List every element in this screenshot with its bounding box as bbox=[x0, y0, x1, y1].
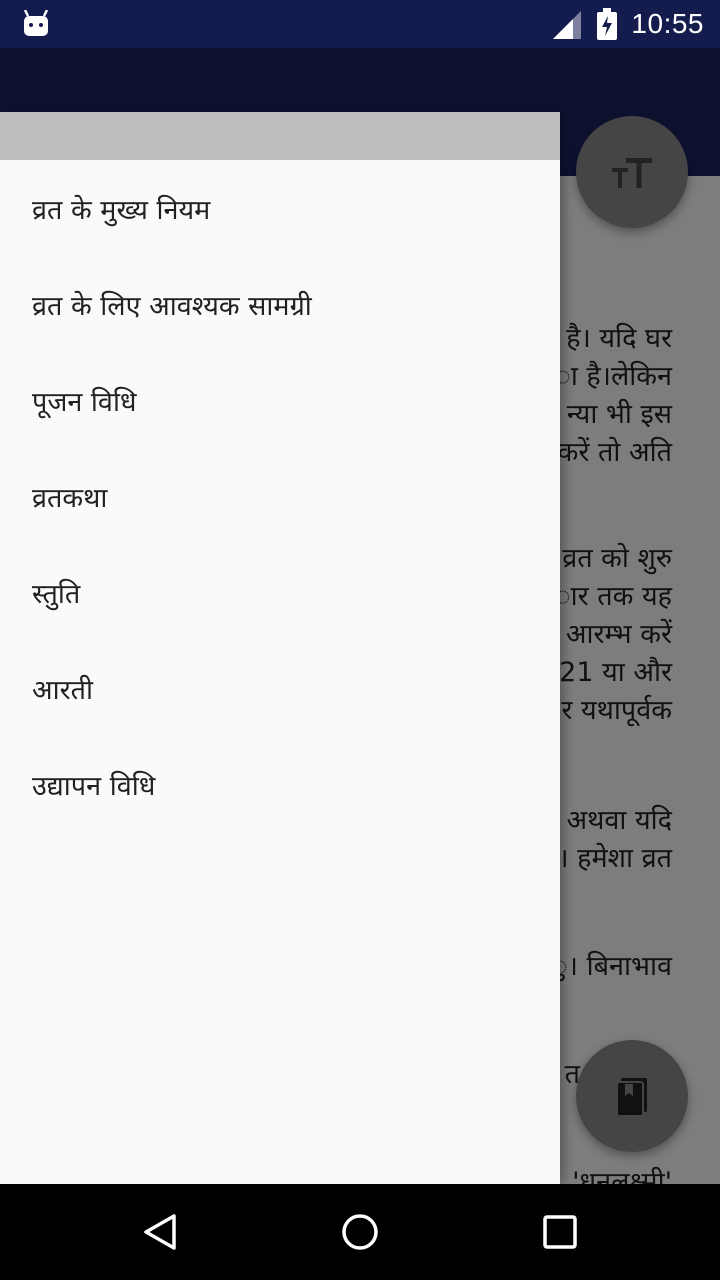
drawer-header bbox=[0, 112, 560, 160]
status-bar bbox=[0, 0, 720, 48]
recents-square-icon[interactable] bbox=[536, 1208, 584, 1256]
back-triangle-icon[interactable] bbox=[136, 1208, 184, 1256]
status-icons bbox=[551, 0, 704, 48]
clock: 10:55 bbox=[631, 8, 704, 39]
menu-item-stuti[interactable]: स्तुति bbox=[32, 578, 81, 610]
menu-item-vrat-katha[interactable]: व्रतकथा bbox=[32, 482, 108, 514]
menu-item-udyapan[interactable]: उद्यापन विधि bbox=[32, 770, 156, 802]
system-nav-bar bbox=[0, 1184, 720, 1280]
navigation-drawer bbox=[0, 112, 560, 1184]
home-circle-icon[interactable] bbox=[336, 1208, 384, 1256]
menu-item-materials[interactable]: व्रत के लिए आवश्यक सामग्री bbox=[32, 290, 312, 322]
menu-item-rules[interactable]: व्रत के मुख्य नियम bbox=[32, 194, 211, 226]
menu-item-puja-method[interactable]: पूजन विधि bbox=[32, 386, 137, 418]
battery-charging-icon bbox=[597, 8, 617, 40]
android-icon bbox=[22, 10, 50, 36]
signal-icon bbox=[551, 9, 583, 39]
drawer-menu bbox=[0, 160, 560, 832]
menu-item-aarti[interactable]: आरती bbox=[32, 674, 94, 706]
